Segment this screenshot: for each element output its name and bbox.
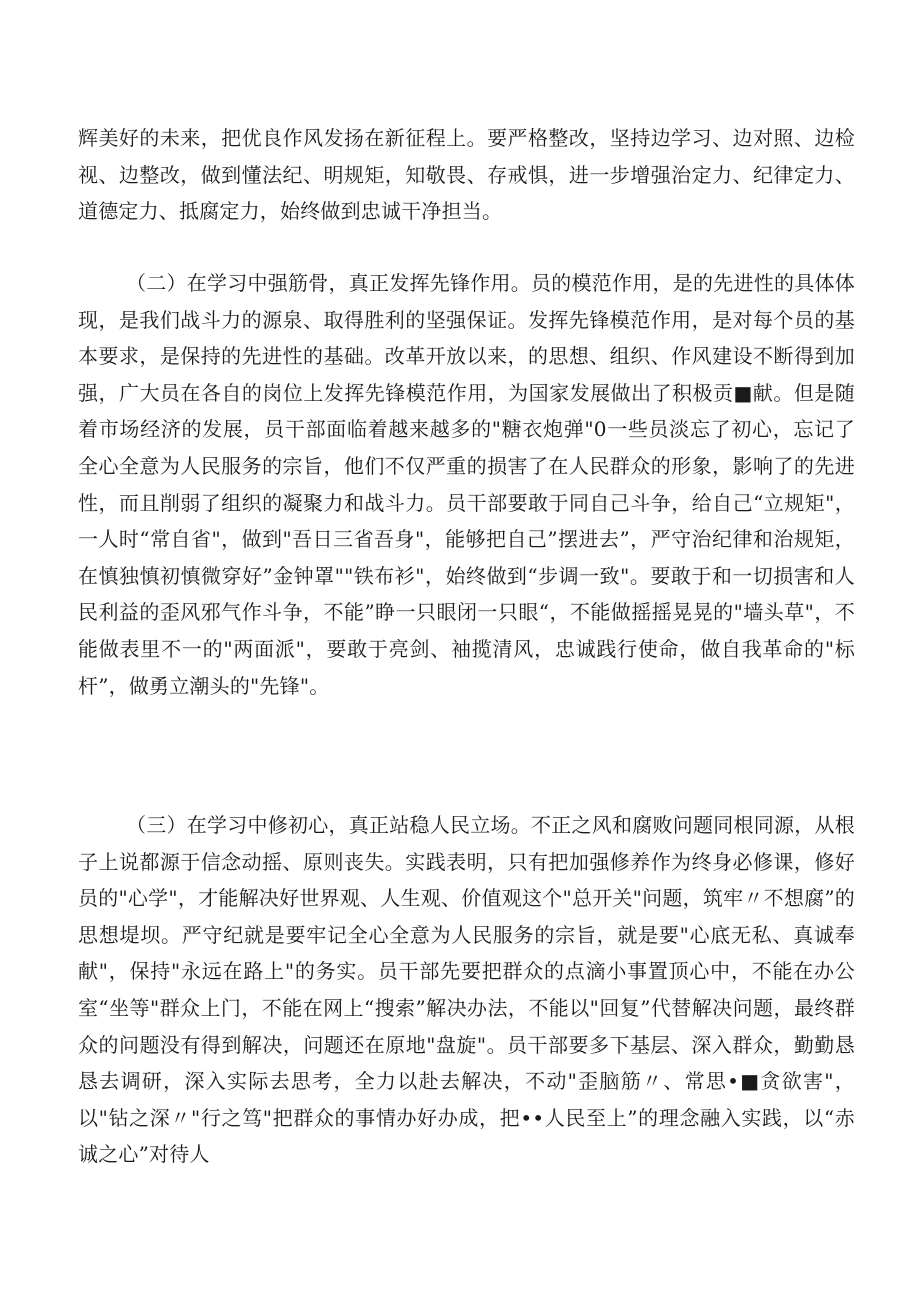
paragraph-continuation: 辉美好的未来，把优良作风发扬在新征程上。要严格整改，坚持边学习、边对照、边检视、边整改，做到懂法纪、明规矩，知敬畏、存戒惧，进一步增强治定力、纪律定力、道德定力、抵腐定力，始终做到忠诚干净担当。 [78,126,855,224]
paragraph-section-3: （三）在学习中修初心，真正站稳人民立场。不正之风和腐败问题同根同源，从根子上说都源于信念动摇、原则丧失。实践表明，只有把加强修养作为终身必修课，修好员的"心学"，才能解决好世界观、人生观、价值观这个"总开关"问题，筑牢〃不想腐”的思想堤坝。严守纪就是要牢记全心全意为人民服务的宗旨，就是要"心底无私、真诚奉献"，保持"永远在路上"的务实。员干部先要把群众的点滴小事置顶心中，不能在办公室“坐等"群众上门，不能在网上“搜索”解决办法，不能以"回复”代替解决问题，最终群众的问题没有得到解决，问题还在原地"盘旋"。员干部要多下基层、深入群众，勤勤恳恳去调研，深入实际去思考，全力以赴去解决，不动"歪脑筋〃、常思•■贪欲害"，以"钻之深〃"行之笃"把群众的事情办好办成，把••人民至上”的理念融入实践，以“赤诚之心”对待人 [78,813,855,1167]
paragraph-section-2: （二）在学习中强筋骨，真正发挥先锋作用。员的模范作用，是的先进性的具体体现，是我们战斗力的源泉、取得胜利的坚强保证。发挥先锋模范作用，是对每个员的基本要求，是保持的先进性的基础。改革开放以来，的思想、组织、作风建设不断得到加强，广大员在各自的岗位上发挥先锋模范作用，为国家发展做出了积极贡■献。但是随着市场经济的发展，员干部面临着越来越多的"糖衣炮弹"0一些员淡忘了初心，忘记了全心全意为人民服务的宗旨，他们不仅严重的损害了在人民群众的形象，影响了的先进性，而且削弱了组织的凝聚力和战斗力。员干部要敢于同自己斗争，给自己“立规矩"，一人时“常自省"，做到"吾日三省吾身"，能够把自己”摆进去”，严守治纪律和治规矩，在慎独慎初慎微穿好”金钟罩""铁布衫"，始终做到“步调一致"。要敢于和一切损害和人民利益的歪风邪气作斗争，不能”睁一只眼闭一只眼“，不能做摇摇晃晃的"墙头草"，不能做表里不一的"两面派"，要敢于亮剑、袖揽清风，忠诚践行使命，做自我革命的"标杆”，做勇立潮头的"先锋"。 [78,271,855,698]
